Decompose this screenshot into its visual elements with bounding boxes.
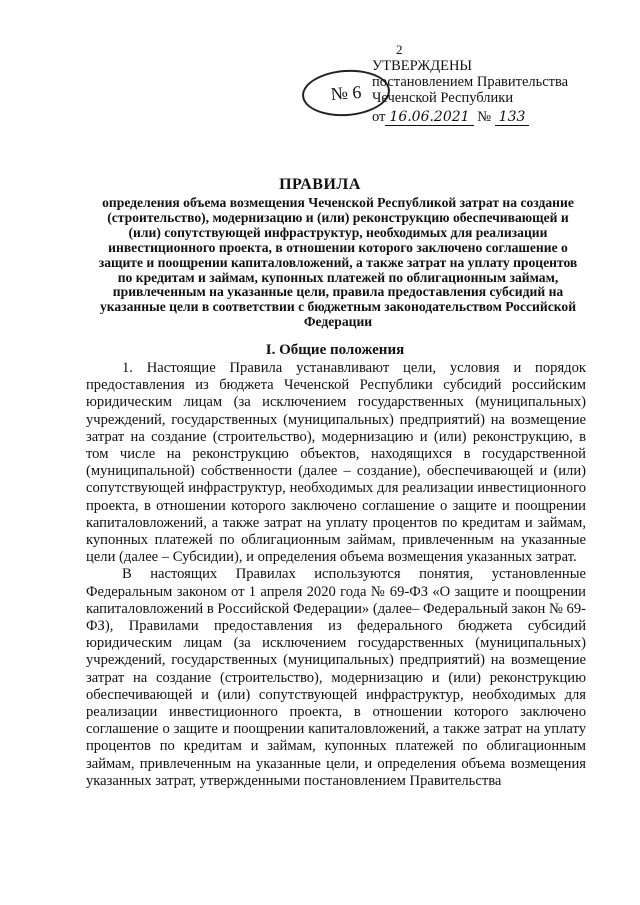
paragraph-2: В настоящих Правилах используются понятия, установленные Федеральным законом от 1 апреля 2020 года № 69-ФЗ «О защите и поощрении капиталовложений в Российской Федерации» (далее– Федеральный закон № 69-ФЗ), Правилами предоставления из федерального бюджета субсидий юридическим лицам (за исключением государственных (муниципальных) учреждений, государственных (муниципальных) предприятий) на возмещение затрат на создание (строительство), модернизацию и (или) реконструкцию обеспечивающей и (или) сопутствующей инфраструктур, необходимых для реализации инвестиционного проекта, в отношении которого заключено соглашение о защите и поощрении капиталовложений, а также затрат на уплату процентов по кредитам и займам, купонных платежей по облигационным займам, привлеченным на указанные цели, и определения объема возмещения указанных затрат, утвержденными постановлением Правительства: [86, 566, 586, 789]
date-prefix: от: [372, 109, 386, 125]
document-title: ПРАВИЛА: [279, 176, 361, 193]
section-heading: I. Общие положения: [265, 342, 405, 358]
approval-authority: постановлением Правительства: [372, 74, 569, 90]
approval-region: Чеченской Республики: [372, 90, 514, 106]
approval-date-line: [372, 109, 568, 126]
page-number: 2: [396, 42, 403, 57]
handwritten-date: 16.06.2021: [385, 109, 473, 126]
paragraph-1: 1. Настоящие Правила устанавливают цели, условия и порядок предоставления из бюджета Чеченской Республики субсидий российским юридическим лицам (за исключением государственных (муниципальных) учреждений, государственных (муниципальных) предприятий) на возмещение затрат на создание (строительство), модернизацию и (или) реконструкцию, в том числе на реконструкцию объектов, находящихся в государственной (муниципальной) собственности (далее – создание), обеспечивающей и (или) сопутствующей инфраструктур, необходимых для реализации инвестиционного проекта, в отношении которого заключено соглашение о защите и поощрении капиталовложений, а также затрат на уплату процентов по кредитам и займам, купонных платежей по облигационным займам, привлеченным на указанные цели (далее – Субсидии), и определения объема возмещения указанных затрат.: [86, 360, 586, 566]
approval-block: [372, 58, 568, 126]
handwritten-number: 133: [495, 109, 530, 126]
approval-heading: УТВЕРЖДЕНЫ: [372, 58, 473, 74]
document-subtitle: определения объема возмещения Чеченской Республикой затрат на создание (строительство), модернизацию и (или) реконструкцию обеспечивающей и (или) сопутствующей инфраструктур, необходимых для реализации инвестиционного проекта, в отношении которого заключено соглашение о защите и поощрении капиталовложений, а также затрат на уплату процентов по кредитам и займам, купонных платежей по облигационным займам, привлеченным на указанные цели, правила предоставления субсидий на указанные цели в соответствии с бюджетным законодательством Российской Федерации: [98, 195, 578, 330]
document-body: [86, 360, 586, 790]
stamp-label: № 6: [329, 81, 362, 104]
number-prefix: №: [477, 109, 492, 125]
